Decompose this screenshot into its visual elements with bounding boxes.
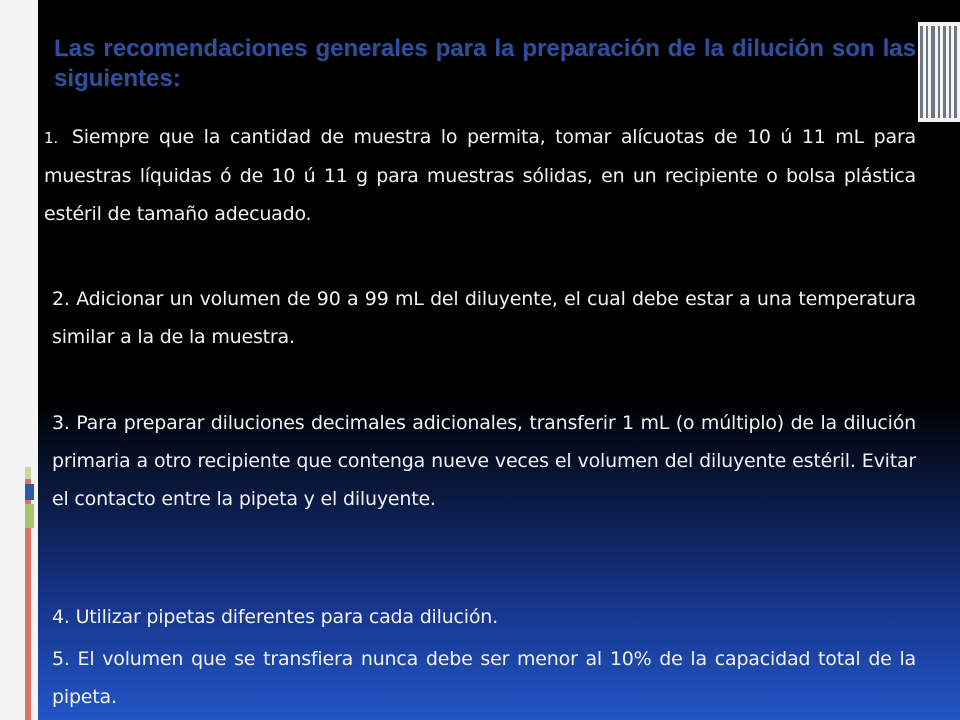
- slide-title: Las recomendaciones generales para la preparación de la dilución son las siguientes:: [54, 35, 916, 92]
- list-item-2: 2. Adicionar un volumen de 90 a 99 mL del diluyente, el cual debe estar a una temperatura similar a la de la muestra.: [52, 288, 916, 348]
- list-item-1: [44, 118, 916, 233]
- blue-stripe-square: [25, 484, 34, 500]
- list-item-5: 5. El volumen que se transfiera nunca debe ser menor al 10% de la capacidad total de la pipeta.: [52, 648, 916, 708]
- green-stripe-small: [25, 467, 31, 479]
- vertical-bars-icon: [918, 22, 960, 122]
- list-item-3: 3. Para preparar diluciones decimales adicionales, transferir 1 mL (o múltiplo) de la dilución primaria a otro recipiente que contenga nueve veces el volumen del diluyente estéril. Evitar el contacto entre la pipeta y el diluyente.: [52, 412, 916, 510]
- list-item-4: 4. Utilizar pipetas diferentes para cada dilución.: [52, 606, 498, 628]
- list-item-1-number: 1.: [44, 129, 58, 147]
- left-margin: [0, 0, 38, 720]
- list-item-1-text: Siempre que la cantidad de muestra lo permita, tomar alícuotas de 10 ú 11 mL para muestras líquidas ó de 10 ú 11 g para muestras sólidas, en un recipiente o bolsa plástica estéril de tamaño adecuado.: [44, 126, 916, 225]
- green-stripe-square: [25, 504, 34, 528]
